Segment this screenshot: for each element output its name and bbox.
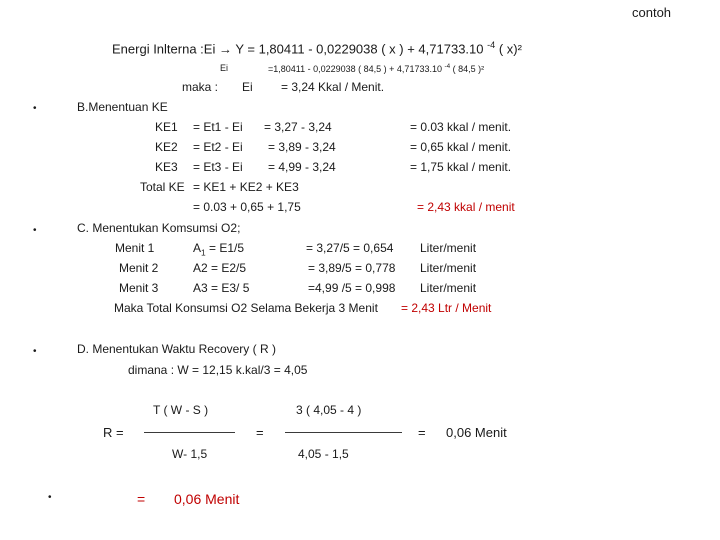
- dimana-line: dimana : W = 12,15 k.kal/3 = 4,05: [128, 363, 308, 377]
- energy-title-prefix: Energi Inlterna :Ei → Y: [112, 41, 244, 57]
- section-d-heading: D. Menentukan Waktu Recovery ( R ): [77, 342, 276, 356]
- ke1-calc: = 3,27 - 3,24: [264, 120, 332, 134]
- numerator-left: T ( W - S ): [153, 403, 209, 417]
- energy-title-tail: ( x)²: [498, 41, 522, 57]
- fraction-line-left: ———————: [144, 424, 235, 439]
- menit1-formula-sub: 1: [201, 247, 206, 258]
- ke2-formula: = Et2 - Ei: [193, 140, 243, 154]
- equals-right: =: [418, 425, 426, 440]
- section-b-heading: B.Menentuan KE: [77, 100, 168, 114]
- menit2-unit: Liter/menit: [420, 261, 477, 275]
- menit1-label: Menit 1: [115, 241, 155, 255]
- final-equals: =: [137, 491, 146, 507]
- ke3-result: = 1,75 kkal / menit.: [410, 160, 512, 174]
- energy-title: [112, 41, 522, 55]
- ke3-label: KE3: [155, 160, 178, 174]
- ke2-label: KE2: [155, 140, 178, 154]
- final-recovery-result: 0,06 Menit: [174, 491, 240, 507]
- bullet-b: •: [33, 103, 37, 114]
- menit1-unit: Liter/menit: [420, 241, 477, 255]
- ke1-result: = 0.03 kkal / menit.: [410, 120, 512, 134]
- menit1-formula: [193, 242, 244, 257]
- bullet-final: •: [48, 492, 52, 503]
- menit3-formula: A3 = E3/ 5: [193, 281, 250, 295]
- menit1-formula-var: A: [193, 241, 202, 255]
- recovery-result-inline: 0,06 Menit: [446, 425, 507, 440]
- menit1-calc: = 3,27/5 = 0,654: [306, 241, 394, 255]
- ei-equation-tail: ( 84,5 )²: [452, 64, 485, 74]
- ei-equation-exponent: -4: [444, 63, 451, 70]
- menit3-label: Menit 3: [119, 281, 159, 295]
- ei-label: Ei: [220, 63, 229, 73]
- ei-equation-main: =1,80411 - 0,0229038 ( 84,5 ) + 4,71733.10: [268, 64, 442, 74]
- total-ke-calc: = 0.03 + 0,65 + 1,75: [193, 200, 301, 214]
- ke2-result: = 0,65 kkal / menit.: [410, 140, 512, 154]
- menit2-label: Menit 2: [119, 261, 159, 275]
- total-ke-result: = 2,43 kkal / menit: [417, 200, 515, 214]
- ke3-formula: = Et3 - Ei: [193, 160, 243, 174]
- ei-equation: [268, 64, 484, 74]
- o2-total-text: Maka Total Konsumsi O2 Selama Bekerja 3 Menit: [114, 301, 378, 315]
- menit2-calc: = 3,89/5 = 0,778: [308, 261, 396, 275]
- ke1-label: KE1: [155, 120, 178, 134]
- ke3-calc: = 4,99 - 3,24: [268, 160, 336, 174]
- bullet-d: •: [33, 346, 37, 357]
- menit2-formula: A2 = E2/5: [193, 261, 247, 275]
- numerator-right: 3 ( 4,05 - 4 ): [296, 403, 362, 417]
- total-ke-label: Total KE: [140, 180, 185, 194]
- total-ke-formula: = KE1 + KE2 + KE3: [193, 180, 299, 194]
- maka-ei: Ei: [242, 80, 253, 94]
- denominator-right: 4,05 - 1,5: [298, 447, 349, 461]
- equals-mid: =: [256, 425, 264, 440]
- section-c-heading: C. Menentukan Komsumsi O2;: [77, 221, 241, 235]
- ke1-formula: = Et1 - Ei: [193, 120, 243, 134]
- maka-result: = 3,24 Kkal / Menit.: [281, 80, 385, 94]
- corner-label: contoh: [632, 5, 672, 20]
- energy-title-equation: = 1,80411 - 0,0229038 ( x ) + 4,71733.10: [247, 41, 484, 57]
- maka-label: maka :: [182, 80, 219, 94]
- ke2-calc: = 3,89 - 3,24: [268, 140, 336, 154]
- menit3-unit: Liter/menit: [420, 281, 477, 295]
- denominator-left: W- 1,5: [172, 447, 208, 461]
- energy-title-exponent: -4: [487, 40, 496, 50]
- menit3-calc: =4,99 /5 = 0,998: [308, 281, 396, 295]
- fraction-line-right: —————————: [285, 424, 402, 439]
- r-label: R =: [103, 425, 124, 440]
- o2-total-result: = 2,43 Ltr / Menit: [401, 301, 492, 315]
- bullet-c: •: [33, 225, 37, 236]
- menit1-formula-tail: = E1/5: [209, 241, 245, 255]
